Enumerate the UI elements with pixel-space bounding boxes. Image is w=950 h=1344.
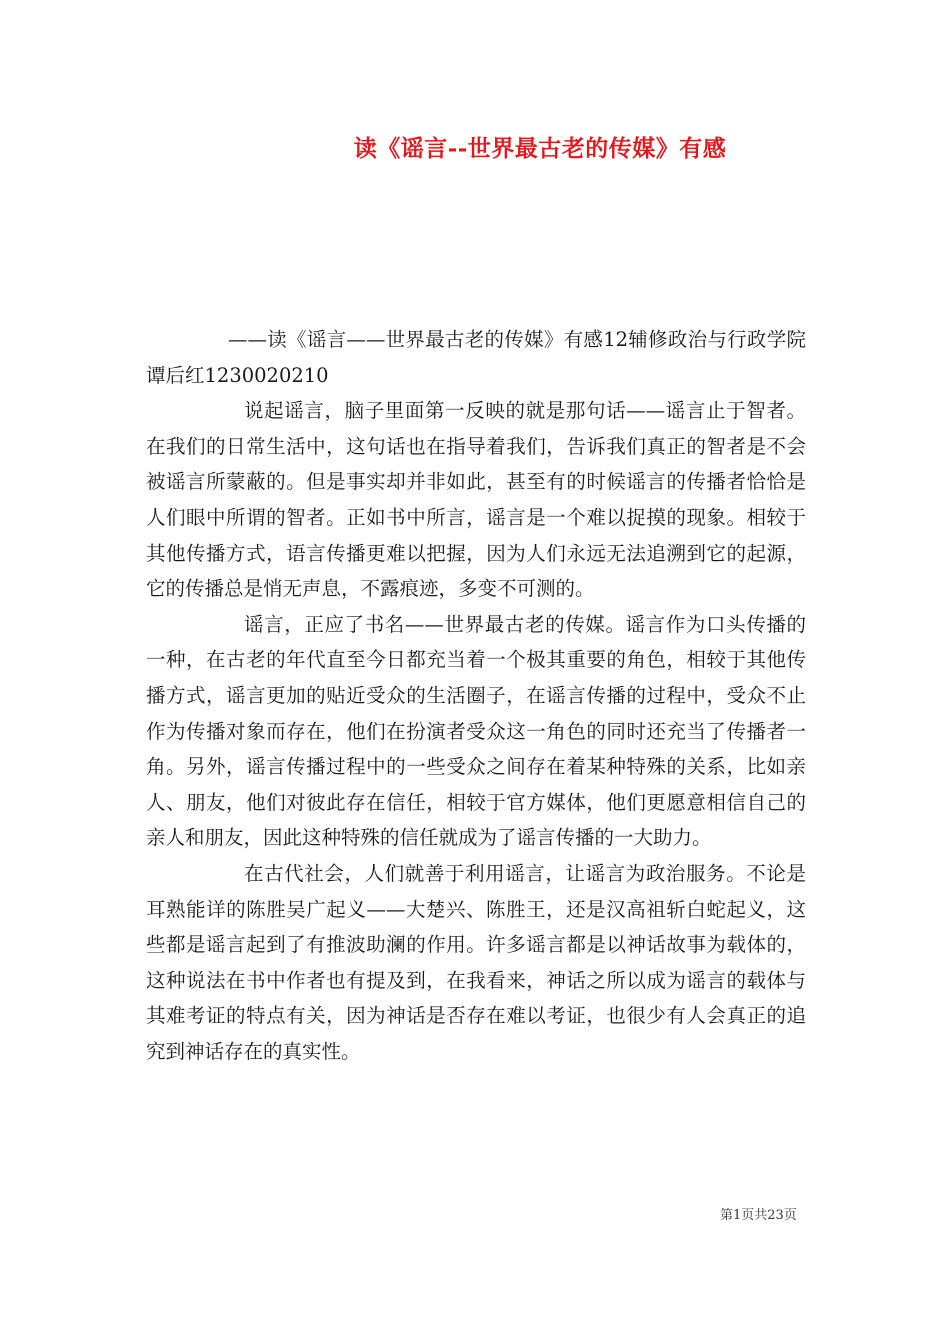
page-number: 第1页共23页	[720, 1208, 797, 1223]
document-body	[146, 322, 806, 1069]
paragraph: 在古代社会，人们就善于利用谣言，让谣言为政治服务。不论是耳熟能详的陈胜吴广起义——大楚兴、陈胜王，还是汉高祖斩白蛇起义，这些都是谣言起到了有推波助澜的作用。许多谣言都是以神话故事为载体的，这种说法在书中作者也有提及到，在我看来，神话之所以成为谣言的载体与其难考证的特点有关，因为神话是否存在难以考证，也很少有人会真正的追究到神话存在的真实性。	[146, 861, 806, 1063]
paragraph: 说起谣言，脑子里面第一反映的就是那句话——谣言止于智者。在我们的日常生活中，这句话也在指导着我们，告诉我们真正的智者是不会被谣言所蒙蔽的。但是事实却并非如此，甚至有的时候谣言的传播者恰恰是人们眼中所谓的智者。正如书中所言，谣言是一个难以捉摸的现象。相较于其他传播方式，语言传播更难以把握，因为人们永远无法追溯到它的起源，它的传播总是悄无声息，不露痕迹，多变不可测的。	[146, 399, 806, 601]
document-title: 读《谣言--世界最古老的传媒》有感	[353, 135, 727, 162]
paragraph: 谣言，正应了书名——世界最古老的传媒。谣言作为口头传播的一种，在古老的年代直至今日都充当着一个极其重要的角色，相较于其他传播方式，谣言更加的贴近受众的生活圈子，在谣言传播的过程中，受众不止作为传播对象而存在，他们在扮演者受众这一角色的同时还充当了传播者一角。另外，谣言传播过程中的一些受众之间存在着某种特殊的关系，比如亲人、朋友，他们对彼此存在信任，相较于官方媒体，他们更愿意相信自己的亲人和朋友，因此这种特殊的信任就成为了谣言传播的一大助力。	[146, 612, 806, 850]
document-subtitle: ——读《谣言——世界最古老的传媒》有感12辅修政治与行政学院谭后红1230020210	[146, 328, 806, 387]
